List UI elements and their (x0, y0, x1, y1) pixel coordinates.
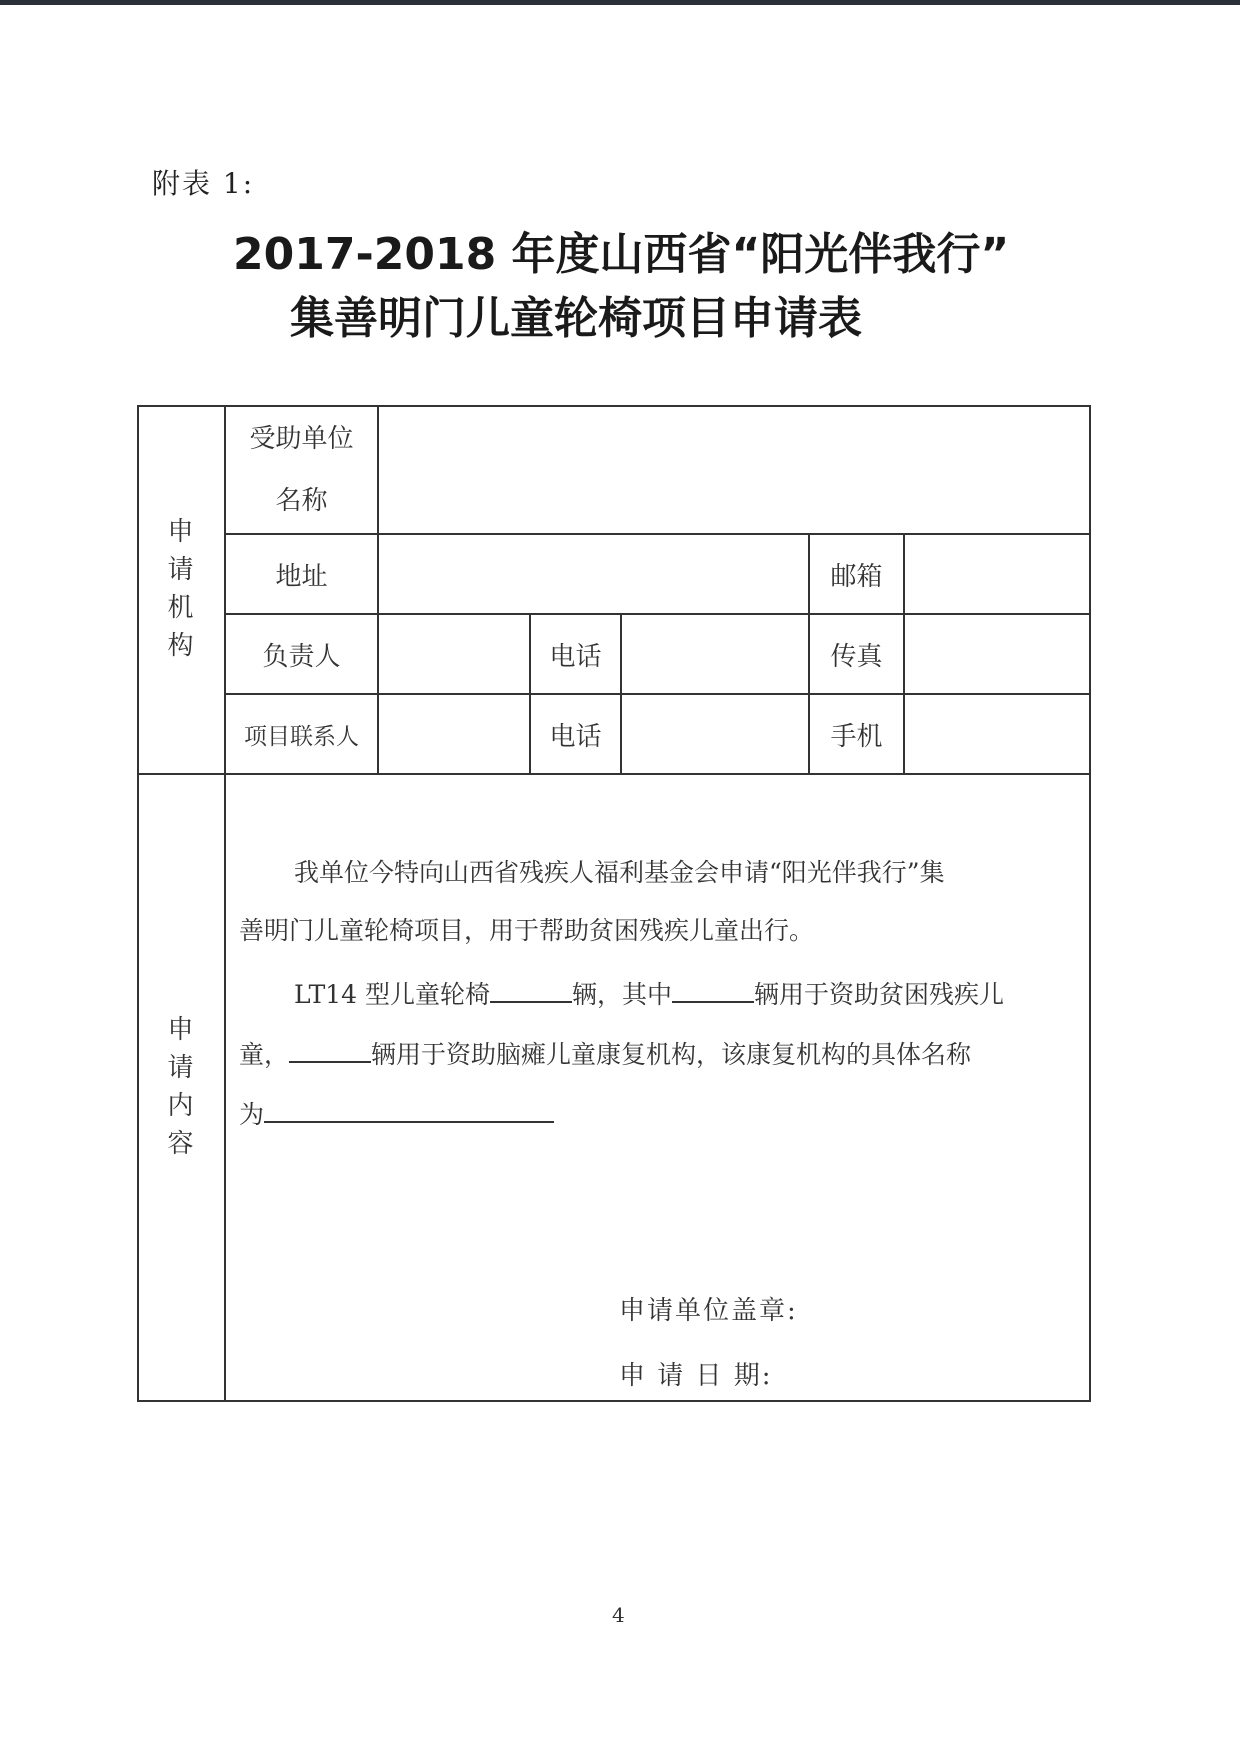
section-applicant-label (137, 405, 224, 773)
para2-line1 (294, 965, 1004, 1025)
principal-input[interactable] (379, 615, 529, 693)
para2-a: LT14 型儿童轮椅 (294, 980, 490, 1009)
contact-label: 项目联系人 (244, 723, 359, 750)
para2-e: 辆用于资助脑瘫儿童康复机构，该康复机构的具体名称 (371, 1040, 972, 1069)
phone-input-2[interactable] (622, 695, 808, 773)
para2-line3 (239, 1085, 554, 1145)
section-content-char: 申 (167, 1014, 194, 1045)
section-split (137, 773, 1091, 775)
para2-d: 童， (239, 1040, 290, 1069)
contact-input[interactable] (379, 695, 529, 773)
org-name-input[interactable] (379, 407, 1089, 533)
para2-b: 辆，其中 (572, 980, 673, 1009)
annex-label: 附表 1: (152, 167, 255, 200)
wheelchair-count-blank[interactable] (490, 975, 572, 1003)
principal-label: 负责人 (262, 641, 341, 672)
title-line-2: 集善明门儿童轮椅项目申请表 (290, 293, 862, 344)
fax-label: 传真 (830, 641, 883, 672)
section-applicant-char: 构 (167, 631, 194, 661)
mobile-label: 手机 (830, 721, 883, 752)
mobile-input[interactable] (905, 695, 1089, 773)
phone-label-2: 电话 (549, 721, 602, 752)
address-input[interactable] (379, 535, 808, 613)
org-name-label-line2: 名称 (275, 486, 328, 516)
phone-input-1[interactable] (622, 615, 808, 693)
postcode-input[interactable] (905, 535, 1089, 613)
section-content-label (137, 773, 224, 1400)
scan-edge (0, 0, 1240, 5)
postcode-label: 邮箱 (830, 561, 883, 592)
poor-children-count-blank[interactable] (672, 975, 754, 1003)
address-label: 地址 (275, 561, 328, 592)
phone-label-1: 电话 (549, 641, 602, 672)
para1-line1: 我单位今特向山西省残疾人福利基金会申请“阳光伴我行”集 (294, 858, 945, 887)
section-content-char: 容 (167, 1128, 194, 1159)
form-border-right (1089, 405, 1091, 1402)
para2-f: 为 (239, 1100, 265, 1129)
seal-label: 申请单位盖章: (619, 1296, 798, 1326)
org-name-label (226, 407, 377, 533)
section-applicant-char: 申 (167, 517, 194, 547)
page-number: 4 (612, 1603, 625, 1627)
section-applicant-char: 机 (167, 593, 194, 623)
rehab-count-blank[interactable] (289, 1035, 371, 1063)
org-name-label-line1: 受助单位 (249, 424, 354, 454)
date-label: 申 请 日 期: (619, 1361, 773, 1391)
para2-c: 辆用于资助贫困残疾儿 (754, 980, 1005, 1009)
rehab-name-blank[interactable] (264, 1095, 554, 1123)
form-border-bottom (137, 1400, 1091, 1402)
section-content-char: 请 (167, 1052, 194, 1083)
fax-input[interactable] (905, 615, 1089, 693)
application-form (137, 405, 1091, 1402)
section-applicant-char: 请 (167, 555, 194, 585)
title-line-1: 2017-2018 年度山西省“阳光伴我行” (233, 229, 1010, 280)
para2-line2 (239, 1025, 971, 1085)
para1-line2: 善明门儿童轮椅项目，用于帮助贫困残疾儿童出行。 (239, 916, 815, 945)
section-content-char: 内 (167, 1090, 194, 1121)
